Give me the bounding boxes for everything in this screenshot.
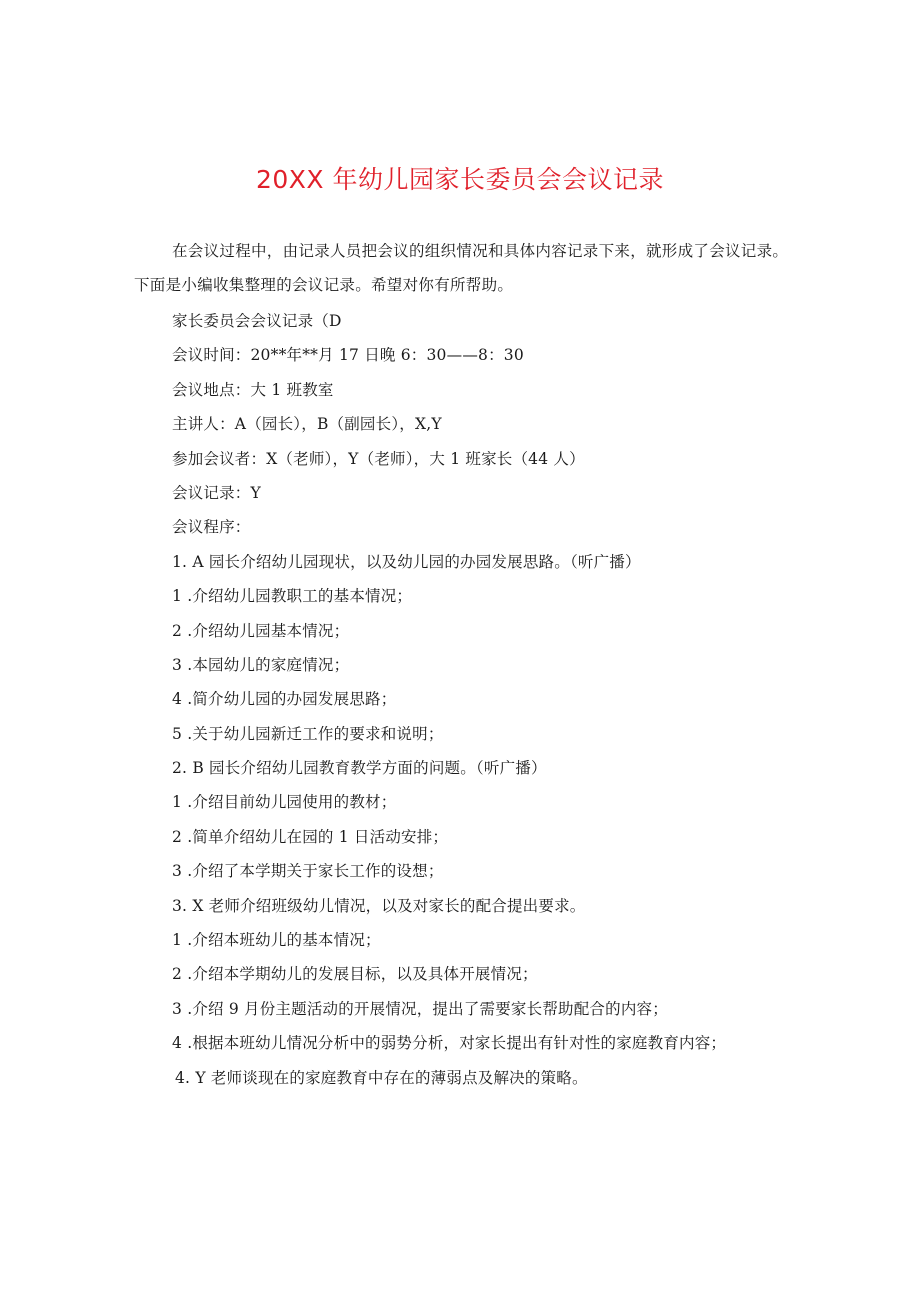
agenda-item: 5 .关于幼儿园新迁工作的要求和说明； [172, 724, 444, 743]
record-heading: 家长委员会会议记录（D [172, 312, 342, 330]
speakers: 主讲人：A（园长），B（副园长），X,Y [172, 415, 442, 434]
agenda-item: 3 .本园幼儿的家庭情况； [172, 655, 350, 674]
intro-paragraph: 在会议过程中，由记录人员把会议的组织情况和具体内容记录下来，就形成了会议记录。下面是小编收集整理的会议记录。希望对你有所帮助。 [134, 242, 789, 294]
agenda-item: 2 .介绍幼儿园基本情况； [172, 621, 350, 640]
agenda-item: 1 .介绍目前幼儿园使用的教材； [172, 793, 397, 812]
agenda-item: 2 .简单介绍幼儿在园的 1 日活动安排； [172, 827, 449, 846]
agenda-heading: 会议程序： [172, 518, 251, 537]
attendees: 参加会议者：X（老师），Y（老师），大 1 班家长（44 人） [172, 449, 585, 468]
meeting-location: 会议地点：大 1 班教室 [172, 380, 334, 399]
meeting-record-lines [172, 304, 812, 1095]
agenda-section-4: 4. Y 老师谈现在的家庭教育中存在的薄弱点及解决的策略。 [175, 1068, 588, 1087]
recorder: 会议记录：Y [172, 483, 261, 502]
agenda-item: 3 .介绍了本学期关于家长工作的设想； [172, 862, 444, 881]
agenda-item: 3 .介绍 9 月份主题活动的开展情况，提出了需要家长帮助配合的内容； [172, 999, 668, 1018]
agenda-item: 4 .根据本班幼儿情况分析中的弱势分析，对家长提出有针对性的家庭教育内容； [172, 1034, 727, 1053]
meeting-time: 会议时间：20**年**月 17 日晚 6：30——8：30 [172, 346, 524, 365]
agenda-section-2: 2. B 园长介绍幼儿园教育教学方面的问题。（听广播） [172, 759, 547, 778]
agenda-section-1: 1. A 园长介绍幼儿园现状，以及幼儿园的办园发展思路。（听广播） [172, 552, 641, 571]
document-title: 20XX 年幼儿园家长委员会会议记录 [255, 165, 664, 194]
agenda-item: 2 .介绍本学期幼儿的发展目标，以及具体开展情况； [172, 965, 538, 984]
agenda-item: 1 .介绍本班幼儿的基本情况； [172, 931, 381, 950]
agenda-item: 1 .介绍幼儿园教职工的基本情况； [172, 587, 413, 606]
agenda-item: 4 .简介幼儿园的办园发展思路； [172, 690, 397, 709]
agenda-section-3: 3. X 老师介绍班级幼儿情况，以及对家长的配合提出要求。 [172, 896, 586, 915]
